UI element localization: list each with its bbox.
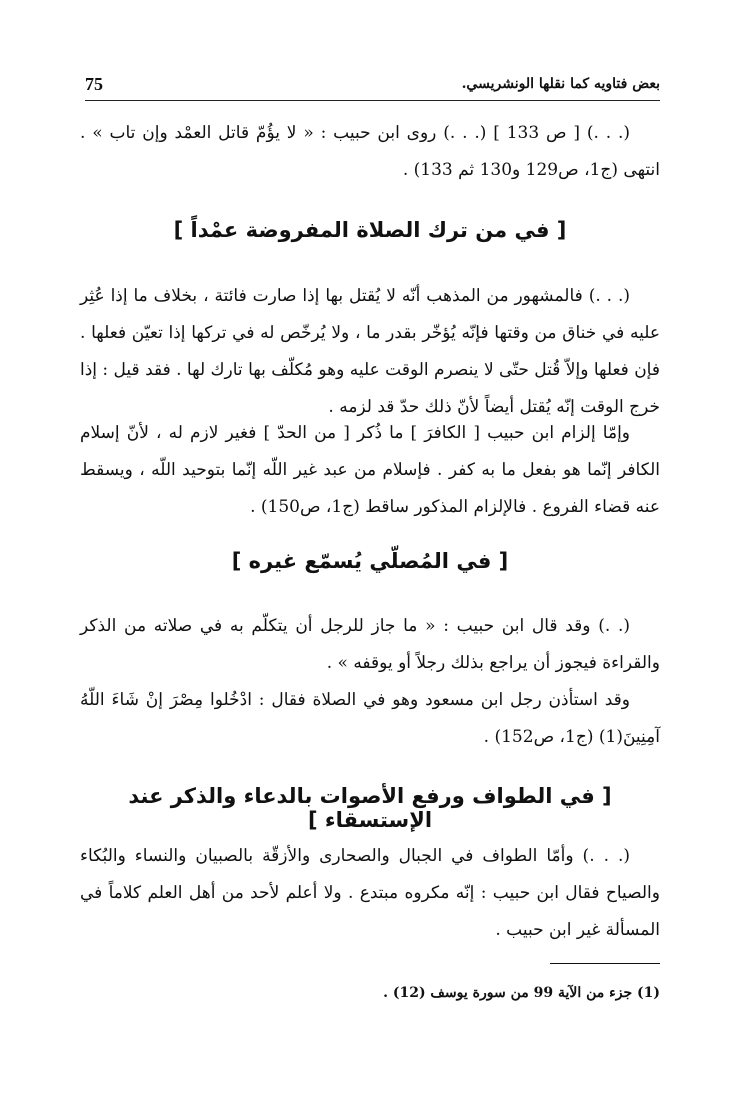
paragraph-4 <box>80 608 660 682</box>
footnote-rule <box>550 963 660 964</box>
section-heading-2: [ في المُصلّي يُسمّع غيره ] <box>231 549 509 573</box>
section-heading-3: [ في الطواف ورفع الأصوات بالدعاء والذكر عند الإستسقاء ] <box>128 784 612 832</box>
paragraph-6 <box>80 838 660 949</box>
header-rule <box>85 100 660 101</box>
page-number: 75 <box>85 74 103 94</box>
footnote: (1) جزء من الآية 99 من سورة يوسف (12) . <box>383 985 660 1001</box>
paragraph-4-text: (. .) وقد قال ابن حبيب : « ما جاز للرجل أن يتكلّم به في صلاته من الذكر والقراءة فيجوز أن يراجع بذلك رجلاً أو يوقفه » . <box>80 616 660 673</box>
running-title: بعض فتاويه كما نقلها الونشريسي. <box>461 76 660 92</box>
paragraph-2-text: (. . .) فالمشهور من المذهب أنّه لا يُقتل بها إذا صارت فائتة ، بخلاف ما إذا عُثِر عليه في خناق من وقتها فإنّه يُؤخّر بقدر ما ، ولا يُرخّص له في تركها إذا تعيّن فعلها . فإن فعلها وإلاّ قُتل حتّى لا ينصرم الوقت عليه وهو مُكلّف بها تارك لها . فقد قيل : إذا خرج الوقت إنّه يُقتل أيضاً لأنّ ذلك حدّ قد لزمه . <box>79 286 660 417</box>
paragraph-1 <box>80 115 660 189</box>
section-heading-1: [ في من ترك الصلاة المفروضة عمْداً ] <box>173 218 567 242</box>
paragraph-3 <box>80 415 660 526</box>
paragraph-3-text: وإمّا إلزام ابن حبيب [ الكافرَ ] ما ذُكر [ من الحدّ ] فغير لازم له ، لأنّ إسلام الكافر إنّما هو بفعل ما به كفر . فإسلام من عبد غير اللّه إنّما بتوحيد اللّه ، ويسقط عنه قضاء الفروع . فالإلزام المذكور ساقط (ج1، ص150) . <box>80 423 660 517</box>
paragraph-2 <box>80 278 660 426</box>
paragraph-5-text: وقد استأذن رجل ابن مسعود وهو في الصلاة فقال : ادْخُلوا مِصْرَ إنْ شَاءَ اللّهُ آمِنِينَ(1) (ج1، ص152) . <box>80 690 660 747</box>
paragraph-6-text: (. . .) وأمّا الطواف في الجبال والصحارى والأزقّة بالصبيان والنساء والبُكاء والصياح فقال ابن حبيب : إنّه مكروه مبتدع . ولا أعلم لأحد من أهل العلم كلاماً في المسألة غير ابن حبيب . <box>80 846 660 940</box>
paragraph-1-text: (. . .) [ ص 133 ] (. . .) روى ابن حبيب : « لا يؤُمّ قاتل العمْد وإن تاب » . انتهى (ج1، ص129 و130 ثم 133) . <box>80 123 660 180</box>
paragraph-5 <box>80 682 660 756</box>
